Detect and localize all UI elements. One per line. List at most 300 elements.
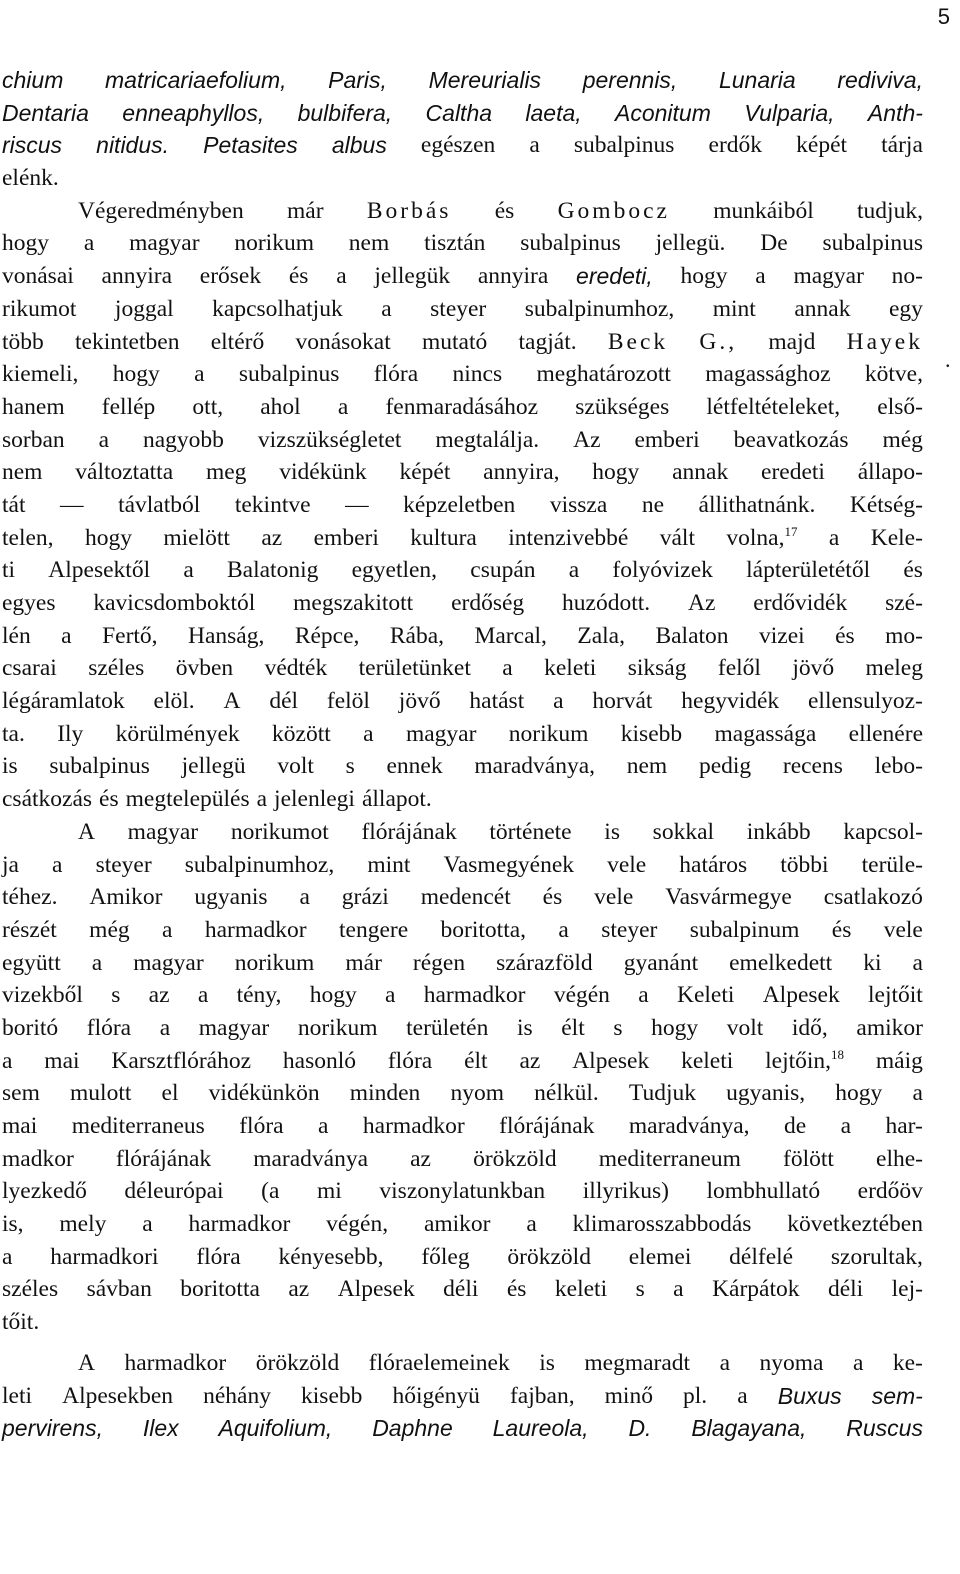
word: nincs bbox=[452, 361, 503, 388]
word: fölött bbox=[783, 1145, 834, 1172]
word: s bbox=[111, 982, 121, 1009]
word: recens bbox=[782, 753, 843, 780]
word: téhez. bbox=[2, 884, 58, 911]
word: megmaradt bbox=[584, 1349, 691, 1376]
word: chium bbox=[2, 67, 64, 93]
word: emberi bbox=[313, 524, 379, 551]
word: pervirens, bbox=[2, 1415, 103, 1442]
word: A bbox=[78, 1349, 95, 1376]
word: eltérő bbox=[210, 328, 265, 355]
word: telen, bbox=[2, 524, 54, 551]
word: Borbás bbox=[366, 197, 452, 224]
word: flóra bbox=[196, 1243, 241, 1270]
word: is, bbox=[2, 1211, 24, 1238]
word: munkáiból bbox=[713, 197, 814, 224]
word: szé- bbox=[885, 590, 923, 616]
word: máig bbox=[875, 1047, 923, 1074]
word: lejtőit bbox=[868, 982, 923, 1009]
word: eredeti, bbox=[576, 263, 653, 290]
text-line bbox=[2, 424, 923, 457]
word: emelkedett bbox=[729, 949, 833, 976]
word: hatást bbox=[469, 688, 525, 715]
word: Caltha bbox=[425, 99, 493, 126]
word: déli bbox=[827, 1276, 864, 1303]
word: vele bbox=[607, 851, 647, 878]
word: lombhullató bbox=[706, 1178, 821, 1205]
word: nélkül. bbox=[534, 1080, 599, 1107]
word: vidékünkön bbox=[208, 1080, 320, 1107]
word: ennek bbox=[386, 753, 443, 780]
text-line bbox=[2, 1110, 923, 1143]
word: annak bbox=[794, 295, 851, 322]
word: távlatból bbox=[118, 491, 201, 518]
word: maradványa, bbox=[474, 753, 596, 780]
word: vele bbox=[883, 916, 923, 943]
word: nagyobb bbox=[143, 426, 224, 453]
word: kapcsolhatjuk bbox=[212, 295, 343, 322]
word: elöl. bbox=[153, 688, 195, 715]
text-line bbox=[2, 1380, 923, 1413]
text-line bbox=[2, 1273, 923, 1306]
word: norikumot bbox=[230, 818, 329, 845]
text-line bbox=[2, 1306, 923, 1339]
word: flórájának bbox=[499, 1113, 595, 1139]
word: egyetlen, bbox=[351, 557, 438, 584]
text-line bbox=[2, 64, 923, 97]
word: hogy bbox=[680, 263, 728, 290]
word: Gombocz bbox=[557, 197, 670, 224]
word: keleti bbox=[554, 1276, 608, 1303]
word: terüle- bbox=[861, 851, 923, 878]
word: jellegü bbox=[181, 753, 246, 780]
word: maradványa bbox=[253, 1145, 369, 1172]
word: a bbox=[638, 982, 649, 1009]
word: ellenére bbox=[848, 720, 923, 747]
word: mutató bbox=[422, 328, 488, 355]
word: flóra bbox=[239, 1113, 284, 1139]
text-line bbox=[2, 1241, 923, 1274]
word: a bbox=[197, 982, 209, 1009]
word: régen bbox=[412, 949, 466, 976]
word: steyer bbox=[95, 851, 152, 878]
word: a bbox=[52, 851, 63, 878]
word: Dentaria bbox=[2, 99, 89, 126]
word: a bbox=[194, 361, 205, 388]
word: klimarosszabbodás bbox=[572, 1211, 752, 1238]
word: dél bbox=[269, 688, 299, 715]
text-line bbox=[2, 260, 923, 293]
word: flóraelemeinek bbox=[368, 1349, 510, 1376]
word: kiemeli, bbox=[2, 361, 79, 388]
word: elemei bbox=[628, 1243, 692, 1270]
word: nyom bbox=[450, 1080, 504, 1107]
word: keleti bbox=[681, 1047, 734, 1074]
word: állapo- bbox=[857, 459, 923, 486]
word: Hayek bbox=[846, 328, 923, 355]
word: többi bbox=[780, 851, 829, 878]
word: ugyanis bbox=[194, 884, 268, 911]
word: volt bbox=[277, 753, 314, 780]
word: már bbox=[345, 949, 382, 976]
word: Kétség- bbox=[849, 491, 923, 518]
word: képzeletben bbox=[403, 491, 516, 518]
word: Balaton bbox=[655, 622, 729, 649]
text-line bbox=[2, 1208, 923, 1241]
word: De bbox=[760, 230, 788, 257]
word: a bbox=[502, 655, 513, 682]
word: kisebb bbox=[301, 1382, 363, 1409]
word: mint bbox=[712, 295, 756, 322]
word: mulott bbox=[70, 1080, 132, 1107]
word: kavicsdomboktól bbox=[93, 590, 256, 616]
word: beavatkozás bbox=[733, 426, 849, 453]
word: Beck bbox=[607, 328, 669, 355]
word: vidékünk bbox=[279, 459, 367, 486]
word: Kele- bbox=[870, 524, 923, 551]
word: volt bbox=[726, 1014, 764, 1041]
word: erősek bbox=[199, 263, 262, 290]
word: lej- bbox=[891, 1276, 923, 1303]
word: Karsztflórához bbox=[111, 1047, 252, 1074]
word: és bbox=[99, 786, 119, 813]
word: Paris, bbox=[328, 67, 387, 93]
word: szárazföld bbox=[496, 949, 593, 976]
word: mely bbox=[59, 1211, 107, 1238]
word: jellegük bbox=[374, 263, 451, 290]
word: Amikor bbox=[89, 884, 163, 911]
word: subalpinus bbox=[520, 230, 621, 257]
text-line bbox=[2, 1143, 923, 1176]
word: a bbox=[336, 263, 347, 290]
word: annyira bbox=[101, 263, 173, 290]
word: gyanánt bbox=[623, 949, 699, 976]
text-line bbox=[2, 1012, 923, 1045]
word: és bbox=[494, 197, 515, 224]
word: vele bbox=[594, 884, 634, 911]
word: ugyanis, bbox=[726, 1080, 806, 1107]
word: az bbox=[519, 1047, 541, 1074]
footnote-marker: 18 bbox=[831, 1046, 845, 1062]
word: védték bbox=[264, 655, 328, 682]
word: s bbox=[635, 1276, 645, 1303]
word: Ilex bbox=[142, 1415, 179, 1442]
word: első- bbox=[877, 393, 923, 420]
word: már bbox=[287, 197, 324, 224]
word: széles bbox=[2, 1276, 59, 1303]
word: ja bbox=[2, 851, 19, 878]
word: az bbox=[148, 982, 170, 1009]
word: volna,$^{17}$ bbox=[726, 523, 798, 551]
word: nem bbox=[2, 459, 43, 486]
text-line bbox=[2, 685, 923, 718]
word: kényesebb, bbox=[278, 1243, 384, 1270]
word: Mereurialis bbox=[428, 67, 542, 93]
word: ellensulyoz- bbox=[808, 688, 923, 715]
word: s bbox=[613, 1014, 623, 1041]
word: Aconitum bbox=[614, 99, 711, 126]
word: sokkal bbox=[652, 818, 715, 845]
word: területünket bbox=[358, 655, 471, 682]
word: egészen bbox=[420, 132, 496, 159]
word: boritotta bbox=[180, 1276, 260, 1303]
word: a bbox=[159, 1014, 171, 1041]
word: mo- bbox=[885, 622, 923, 649]
word: annyira, bbox=[483, 459, 560, 486]
word: élt bbox=[561, 1014, 585, 1041]
word: Ily bbox=[57, 720, 84, 747]
word: légáramlatok bbox=[2, 688, 125, 715]
word: norikum bbox=[234, 230, 314, 257]
word: Rába, bbox=[389, 622, 445, 649]
text-line bbox=[2, 97, 923, 130]
word: a bbox=[719, 1349, 730, 1376]
word: a bbox=[318, 1113, 329, 1139]
word: A bbox=[223, 688, 241, 715]
word: főleg bbox=[421, 1243, 470, 1270]
word: egy bbox=[888, 295, 923, 322]
word: annyira bbox=[477, 263, 549, 290]
word: a bbox=[568, 557, 580, 584]
word: körülmények bbox=[115, 720, 240, 747]
word: a bbox=[840, 1113, 852, 1139]
text-line bbox=[2, 718, 923, 751]
word: tekintve bbox=[234, 491, 311, 518]
word: horvát bbox=[592, 688, 653, 715]
word: és bbox=[542, 884, 563, 911]
word: az bbox=[410, 1145, 431, 1172]
word: magassága bbox=[714, 720, 817, 747]
word: elhe- bbox=[876, 1145, 923, 1172]
word: Anth- bbox=[867, 99, 923, 126]
word: subalpinus bbox=[822, 230, 923, 257]
word: még bbox=[882, 426, 923, 453]
word: élt bbox=[464, 1047, 488, 1074]
text-line bbox=[2, 1412, 923, 1445]
margin-mark: . bbox=[945, 347, 951, 372]
word: Daphne bbox=[372, 1415, 453, 1442]
word: Petasites bbox=[203, 132, 298, 159]
word: következtében bbox=[787, 1211, 923, 1238]
word: a bbox=[83, 230, 95, 257]
word: rikumot bbox=[2, 295, 77, 322]
word: perennis, bbox=[582, 67, 678, 93]
word: boritotta, bbox=[440, 916, 527, 943]
word: és bbox=[835, 622, 855, 649]
word: a bbox=[162, 916, 173, 943]
word: tény, bbox=[236, 982, 282, 1009]
text-line bbox=[2, 816, 923, 849]
word: egyes bbox=[2, 590, 56, 616]
word: csátkozás bbox=[2, 786, 93, 813]
word: csatlakozó bbox=[823, 884, 923, 911]
word: Marcal, bbox=[474, 622, 547, 649]
word: harmadkor bbox=[204, 916, 307, 943]
body-text bbox=[2, 64, 923, 1445]
word: vált bbox=[659, 524, 695, 551]
footnote-marker: 17 bbox=[784, 523, 798, 539]
word: hanem bbox=[2, 393, 65, 420]
word: subalpinus bbox=[49, 753, 150, 780]
word: kötve, bbox=[864, 361, 923, 388]
word: és bbox=[288, 263, 309, 290]
word: steyer bbox=[601, 916, 658, 943]
word: matricariaefolium, bbox=[105, 67, 287, 93]
word: harmadkor bbox=[188, 1211, 291, 1238]
word: vonásai bbox=[2, 263, 74, 290]
word: madkor bbox=[2, 1145, 74, 1172]
word: fajban, bbox=[509, 1382, 575, 1409]
word: Kárpátok bbox=[712, 1276, 800, 1303]
text-line bbox=[2, 358, 923, 391]
word: vizszükségletet bbox=[257, 426, 402, 453]
word: nyoma bbox=[759, 1349, 824, 1376]
word: sikság bbox=[627, 655, 687, 682]
word: ke- bbox=[892, 1349, 923, 1376]
word: tát bbox=[2, 491, 26, 518]
word: a bbox=[828, 524, 840, 551]
word: tőit. bbox=[2, 1309, 40, 1336]
word: határos bbox=[679, 851, 748, 878]
word: hogy bbox=[2, 230, 49, 257]
word: képét bbox=[399, 459, 451, 486]
word: állithatnánk. bbox=[698, 491, 816, 518]
word: Alpesektől bbox=[48, 557, 151, 584]
word: lejtőin,$^{18}$ bbox=[765, 1046, 845, 1074]
word: sorban bbox=[2, 426, 65, 453]
word: Blagayana, bbox=[691, 1415, 807, 1442]
word: részét bbox=[2, 916, 57, 943]
word: Vulparia, bbox=[744, 99, 835, 126]
word: harmadkor bbox=[423, 982, 526, 1009]
word: a bbox=[91, 949, 103, 976]
word: jelenlegi bbox=[274, 786, 355, 813]
text-line bbox=[2, 620, 923, 653]
word: elénk. bbox=[2, 165, 59, 192]
word: vizekből bbox=[2, 982, 83, 1009]
word: de bbox=[784, 1113, 807, 1139]
word: magyar bbox=[405, 720, 477, 747]
word: lebo- bbox=[874, 753, 923, 780]
word: széles bbox=[88, 655, 145, 682]
word: több bbox=[2, 328, 44, 355]
word: hogy bbox=[309, 982, 357, 1009]
word: nem bbox=[626, 753, 668, 780]
text-line bbox=[2, 1175, 923, 1208]
word: huzódott. bbox=[562, 590, 651, 616]
word: vonásokat bbox=[295, 328, 391, 355]
word: flórájának bbox=[361, 818, 457, 845]
text-line bbox=[2, 326, 923, 359]
word: Az bbox=[573, 426, 601, 453]
word: az bbox=[261, 524, 283, 551]
word: flóra bbox=[373, 361, 419, 388]
word: délfelé bbox=[729, 1243, 794, 1270]
word: vissza bbox=[549, 491, 608, 518]
word: tudjuk, bbox=[857, 197, 923, 224]
word: létfeltételeket, bbox=[706, 393, 841, 420]
text-line bbox=[2, 947, 923, 980]
text-line bbox=[2, 1077, 923, 1110]
word: mai bbox=[2, 1113, 38, 1139]
text-line bbox=[2, 489, 923, 522]
text-line bbox=[2, 554, 923, 587]
word: mediterraneum bbox=[598, 1145, 741, 1172]
word: harmadkor bbox=[362, 1113, 465, 1139]
word: Buxus bbox=[777, 1382, 842, 1409]
text-line bbox=[2, 391, 923, 424]
word: leti bbox=[2, 1382, 33, 1409]
word: magyar bbox=[127, 818, 199, 845]
word: a bbox=[2, 1047, 13, 1074]
word: déleurópai bbox=[124, 1178, 224, 1205]
word: Alpesek bbox=[337, 1276, 415, 1303]
word: Alpesekben bbox=[62, 1382, 174, 1409]
word: megtelepülés bbox=[125, 786, 250, 813]
word: hasonló bbox=[282, 1047, 356, 1074]
text-line bbox=[2, 849, 923, 882]
word: is bbox=[516, 1014, 533, 1041]
word: emberi bbox=[634, 426, 700, 453]
word: (a bbox=[261, 1178, 280, 1205]
word: örökzöld bbox=[473, 1145, 557, 1172]
word: erdőöv bbox=[857, 1178, 923, 1205]
word: a bbox=[2, 1243, 13, 1270]
text-line bbox=[2, 293, 923, 326]
text-line bbox=[2, 195, 923, 228]
word: folyóvizek bbox=[612, 557, 713, 584]
word: tárja bbox=[881, 132, 923, 159]
word: Laureola, bbox=[492, 1415, 589, 1442]
word: Ruscus bbox=[846, 1415, 923, 1442]
word: illyrikus) bbox=[582, 1178, 669, 1205]
word: subalpinumhoz, bbox=[184, 851, 335, 878]
word: ki bbox=[863, 949, 882, 976]
text-line bbox=[2, 783, 923, 816]
text-line bbox=[2, 162, 923, 195]
text-line bbox=[2, 750, 923, 783]
word: nitidus. bbox=[96, 132, 170, 159]
word: idő, bbox=[791, 1014, 828, 1041]
word: csupán bbox=[470, 557, 536, 584]
word: jövő bbox=[792, 655, 835, 682]
word: boritó bbox=[2, 1014, 59, 1041]
word: képét bbox=[796, 132, 848, 159]
word: harmadkori bbox=[50, 1243, 159, 1270]
text-line bbox=[2, 881, 923, 914]
text-line bbox=[2, 129, 923, 162]
word: jellegü. bbox=[655, 230, 726, 257]
word: is bbox=[2, 753, 18, 780]
word: és bbox=[903, 557, 923, 584]
word: Vasmegyének bbox=[443, 851, 574, 878]
word: medencét bbox=[420, 884, 511, 911]
word: tengere bbox=[339, 916, 409, 943]
word: a bbox=[912, 1080, 923, 1107]
text-line bbox=[2, 587, 923, 620]
word: története bbox=[489, 818, 572, 845]
word: a bbox=[526, 1211, 537, 1238]
word: magassághoz bbox=[705, 361, 831, 388]
word: pedig bbox=[698, 753, 752, 780]
word: bulbifera, bbox=[297, 99, 393, 126]
word: a bbox=[183, 557, 194, 584]
text-line bbox=[2, 652, 923, 685]
word: Alpesek bbox=[572, 1047, 650, 1074]
word: subalpinus bbox=[238, 361, 340, 388]
word: déli bbox=[443, 1276, 479, 1303]
text-line bbox=[2, 1347, 923, 1380]
word: végén, bbox=[326, 1211, 389, 1238]
